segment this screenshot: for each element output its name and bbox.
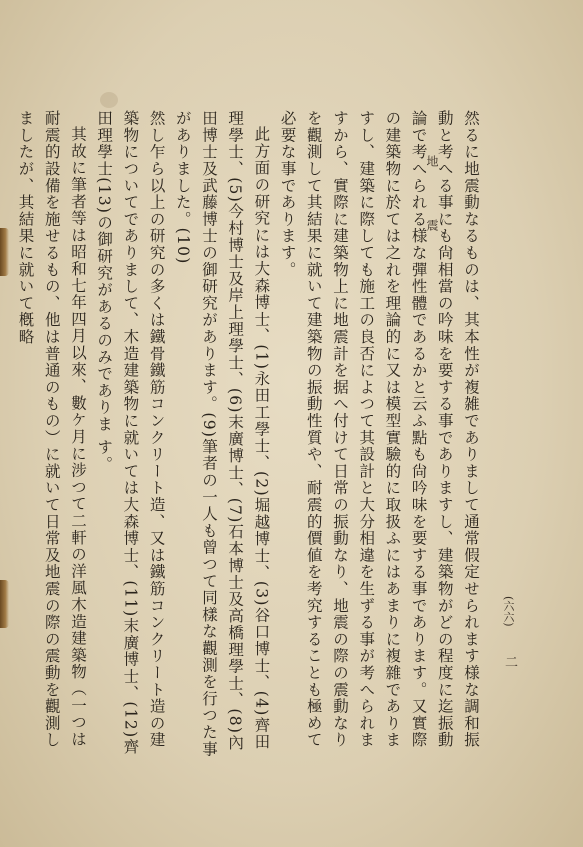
paragraph-1: 然るに地震動なるものは、其本性が複雑でありまして通常假定せられます様な調和振動と考へる事にも尙相當の吟味を要する事でありますし、建築物がどの程度に迄振動論で考へられる様な彈性體であるかと云ふ點も尙吟味を要する事であります。又實際の建築物に於ては之れを理論的に又は模型實驗的に取扱ふにはあまりに複雜でありますし、建築に際しても施工の良否によつて其設計と大分相違を生ずる事が考へられますから、實際に建築物上に地震計を据へ付けて日常の振動なり、地震の際の震動なりを觀測して其結果に就いて建築物の振動性質や、耐震的價値を考究することも極めて必要な事であります。 [278,110,480,749]
paper-stain [100,92,118,108]
paragraph-3: 然し乍ら以上の研究の多くは鐵骨鐵筋コンクリート造、又は鐵筋コンクリート造の建築物についてでありまして、木造建築物に就いては大森博士、(11)末廣博士、(12)齊田理學士(13)の御研究があるのみでありま す。 [95,110,166,756]
page-number: 二 [502,655,517,668]
running-header-title: 地 震 [425,155,439,251]
binding-hole-bottom [0,580,9,628]
issue-number: (六六) [502,596,515,627]
paragraph-4: 其故に筆者等は昭和七年四月以來、數ケ月に涉つて二軒の洋風木造建築物（一つは耐震的設備を施せるもの、他は普通のもの）に就いて日常及地震の際の震動を觀測しましたが、其結果に就いて槪略 [16,110,87,749]
binding-hole-top [0,228,9,276]
paragraph-2: 此方面の研究には大森博士、(1)永田工學士、(2)堀越博士、(3)谷口博士、(4)齊田理學士、(5)今村博士及岸上理學士、(6)末廣博士、(7)石本博士及高橋理學士、(8)內田博士及武藤博士の御研究があります。(9)筆者の一人も曾つて同樣な觀測を行つた事がありました。(10) [173,110,271,758]
body-text [16,110,484,760]
